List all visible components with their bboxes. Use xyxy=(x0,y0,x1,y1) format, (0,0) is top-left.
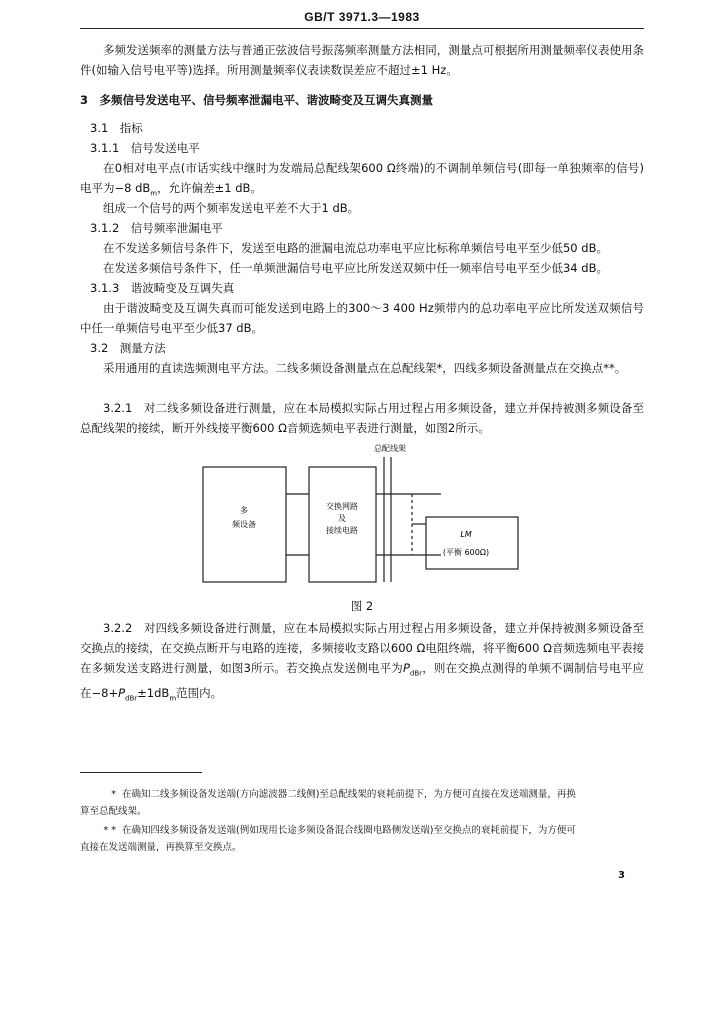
box2-text-3: 接续电路 xyxy=(326,526,358,535)
s313-paragraph-1: 由于谐波畸变及互调失真而可能发送到电路上的300～3 400 Hz频带内的总功率电平应比所发送双频信号中任一单频信号电平至少低37 dB。 xyxy=(80,301,644,335)
switching-network-box xyxy=(309,467,376,582)
section-3-1-3-heading: 3.1.3 谐波畸变及互调失真 xyxy=(90,281,235,295)
s322-text-d: 范围内。 xyxy=(176,686,223,701)
s311-p1-tail: ，允许偏差±1 dB。 xyxy=(157,181,262,195)
box3-text-1: LM xyxy=(460,530,472,539)
level-meter-box xyxy=(426,517,518,569)
section-3-1-heading: 3.1 指标 xyxy=(90,121,143,135)
section-3-2-heading: 3.2 测量方法 xyxy=(90,341,166,355)
s312-paragraph-1: 在不发送多频信号条件下，发送至电路的泄漏电流总功率电平应比标称单频信号电平至少低50 dB。 xyxy=(103,241,608,255)
s311-paragraph-1 xyxy=(80,158,644,203)
footnote-2-continued: 直接在发送端测量，再换算至交换点。 xyxy=(80,842,242,853)
footnote-rule xyxy=(80,772,202,773)
box2-text-1: 交换网路 xyxy=(326,502,358,511)
s322-text-a: 3.2.2 对四线多频设备进行测量，应在本局模拟实际占用过程占用多频设备，建立并保持被测多频设备至交换点的接续，在交换点断开与电路的连接，多频接收支路以600 Ω电阻终端，将平衡600 Ω音频选频电平表接在多频发送支路进行测量，如图3所示。若交换点发送侧电平为 xyxy=(80,621,644,675)
box1-text-2: 频设备 xyxy=(232,520,256,529)
s321-paragraph: 3.2.1 对二线多频设备进行测量，应在本局模拟实际占用过程占用多频设备，建立并保持被测多频设备至总配线架的接续，断开外线接平衡600 Ω音频选频电平表进行测量，如图2所示。 xyxy=(80,401,644,435)
s311-paragraph-2: 组成一个信号的两个频率发送电平差不大于1 dB。 xyxy=(103,201,360,215)
footnote-1-mark: * xyxy=(111,789,116,800)
intro-paragraph: 多频发送频率的测量方法与普通正弦波信号振荡频率测量方法相同，测量点可根据所用测量频率仪表使用条件(如输入信号电平等)选择。所用测量频率仪表读数误差应不超过±1 Hz。 xyxy=(80,43,644,77)
box2-text-2: 及 xyxy=(338,514,346,523)
figure-2-diagram xyxy=(200,437,526,587)
s311-p1-sub: m xyxy=(150,189,158,198)
box1-text-1: 多 xyxy=(240,506,248,515)
s311-p1-text: 在0相对电平点(市话实线中继时为发端局总配线架600 Ω终端)的不调制单频信号(即每一单独频率的信号)电平为−8 dB xyxy=(80,161,644,195)
s322-sub-3: m xyxy=(169,694,177,703)
s322-sub-2: dBr xyxy=(125,694,138,703)
footnote-2-line-1: 在确知四线多频设备发送端(例如现用长途多频设备混合线圈电路侧发送端)至交换点的衰耗前提下，为方便可 xyxy=(122,825,576,836)
s322-text-b: ，则在交换点测得的单频不调制信号电平应在−8+ xyxy=(80,661,644,701)
mdf-label: 总配线架 xyxy=(374,444,406,453)
page-number: 3 xyxy=(618,870,625,881)
figure-2-svg xyxy=(200,437,526,587)
section-3-1-2-heading: 3.1.2 信号频率泄漏电平 xyxy=(90,221,223,235)
s322-text-c: ±1dB xyxy=(137,686,170,701)
figure-2-caption: 图 2 xyxy=(350,599,374,613)
box3-text-2: (平衡 600Ω) xyxy=(442,548,490,557)
s322-symbol: P xyxy=(402,661,410,675)
s322-symbol-2: P xyxy=(118,686,126,701)
footnote-1-line-1: 在确知二线多频设备发送端(方向滤波器二线侧)至总配线架的衰耗前提下，为方便可直接在发送端测量，再换 xyxy=(122,789,576,800)
footnote-2 xyxy=(80,822,644,839)
footnote-1 xyxy=(80,786,644,803)
s322-sub: dBr xyxy=(409,669,423,678)
section-3-1-1-heading: 3.1.1 信号发送电平 xyxy=(90,141,200,155)
section-3-heading: 3 多频信号发送电平、信号频率泄漏电平、谐波畸变及互调失真测量 xyxy=(80,93,433,107)
page-header: GB/T 3971.3—1983 xyxy=(304,10,420,24)
s32-paragraph-1: 采用通用的直读选频测电平方法。二线多频设备测量点在总配线架*，四线多频设备测量点在交换点**。 xyxy=(103,361,627,375)
s322-paragraph xyxy=(80,618,644,709)
header-rule xyxy=(80,28,644,29)
footnote-1-continued: 算至总配线架。 xyxy=(80,806,147,817)
footnote-2-mark: * * xyxy=(103,825,116,836)
s312-paragraph-2: 在发送多频信号条件下，任一单频泄漏信号电平应比所发送双频中任一频率信号电平至少低34 dB。 xyxy=(103,261,608,275)
